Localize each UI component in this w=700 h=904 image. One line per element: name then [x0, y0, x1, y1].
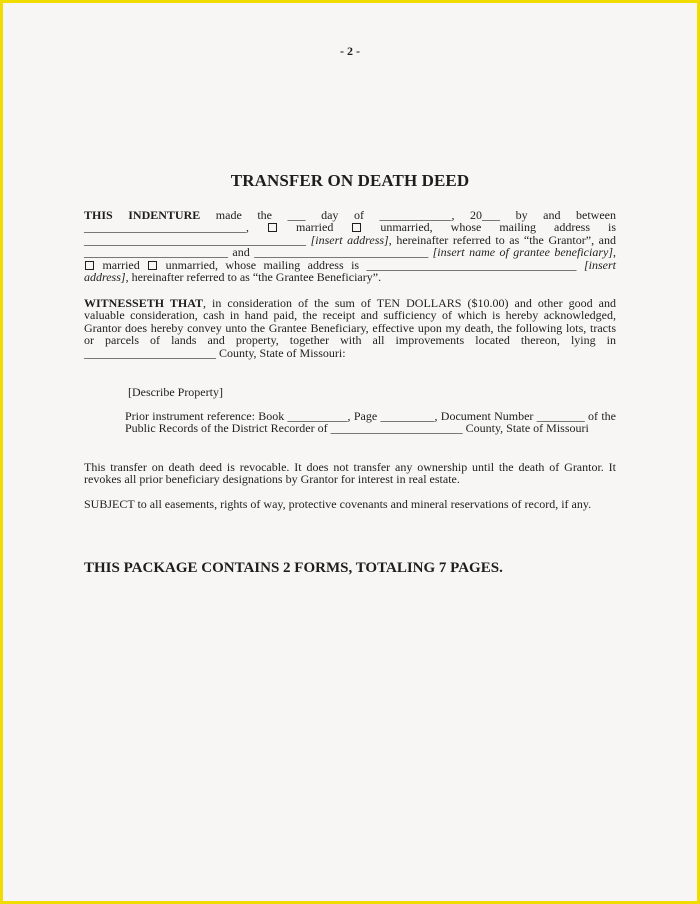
document-title: TRANSFER ON DEATH DEED [230, 171, 470, 190]
witnesseth-text: , in consideration of the sum of TEN DOLLARS ($10.00) and other good and valuable consideration, cash in hand paid, the receipt and sufficiency of which is hereby acknowledged, Grantor does hereby convey unto the Grantee Beneficiary, effective upon my death, the following lots, tracts or parcels of lands and property, together with all improvements located thereon, lying in ______________________ County, State of Missouri: [84, 296, 616, 360]
indenture-text-4: , hereinafter referred to as “the Grantee Beneficiary”. [125, 270, 382, 285]
indenture-paragraph [84, 209, 616, 283]
checkbox-icon[interactable] [352, 223, 361, 232]
describe-property-placeholder: [Describe Property] [128, 385, 223, 399]
prior-instrument-reference: Prior instrument reference: Book __________, Page _________, Document Number ________ of the Public Records of the District Recorder of ______________________ County, State of Missouri [125, 409, 616, 436]
insert-address-hint-2: [insert address] [84, 257, 616, 285]
indenture-text-2: , hereinafter referred to as “the Grantor”, and ________________________ and _____________________________ [84, 232, 616, 260]
married-label-2: married [95, 257, 148, 272]
page-number: - 2 - [340, 44, 360, 58]
insert-address-hint-1: [insert address] [310, 232, 389, 247]
unmarried-label-1: unmarried, whose mailing address is _____________________________________ [84, 220, 617, 247]
indenture-text-1: made the ___ day of ____________, 20___ by and between ___________________________, [84, 208, 616, 235]
indenture-lead: THIS INDENTURE [84, 208, 201, 222]
subject-paragraph: SUBJECT to all easements, rights of way, protective covenants and mineral reservations of record, if any. [84, 497, 592, 511]
checkbox-icon[interactable] [148, 261, 157, 270]
insert-grantee-hint: [insert name of grantee beneficiary] [432, 245, 614, 260]
checkbox-icon[interactable] [268, 223, 277, 232]
checkbox-icon[interactable] [85, 261, 94, 270]
indenture-text-3: , [613, 245, 617, 260]
witnesseth-lead: WITNESSETH THAT [84, 296, 203, 310]
package-notice: THIS PACKAGE CONTAINS 2 FORMS, TOTALING 7 PAGES. [84, 560, 503, 576]
witnesseth-paragraph [84, 297, 616, 359]
married-label-1: married [278, 220, 352, 235]
unmarried-label-2: unmarried, whose mailing address is ___________________________________ [158, 257, 584, 272]
document-page [3, 3, 697, 901]
revocable-paragraph: This transfer on death deed is revocable. It does not transfer any ownership until the death of Grantor. It revokes all prior beneficiary designations by Grantor for interest in real estate. [84, 460, 616, 487]
